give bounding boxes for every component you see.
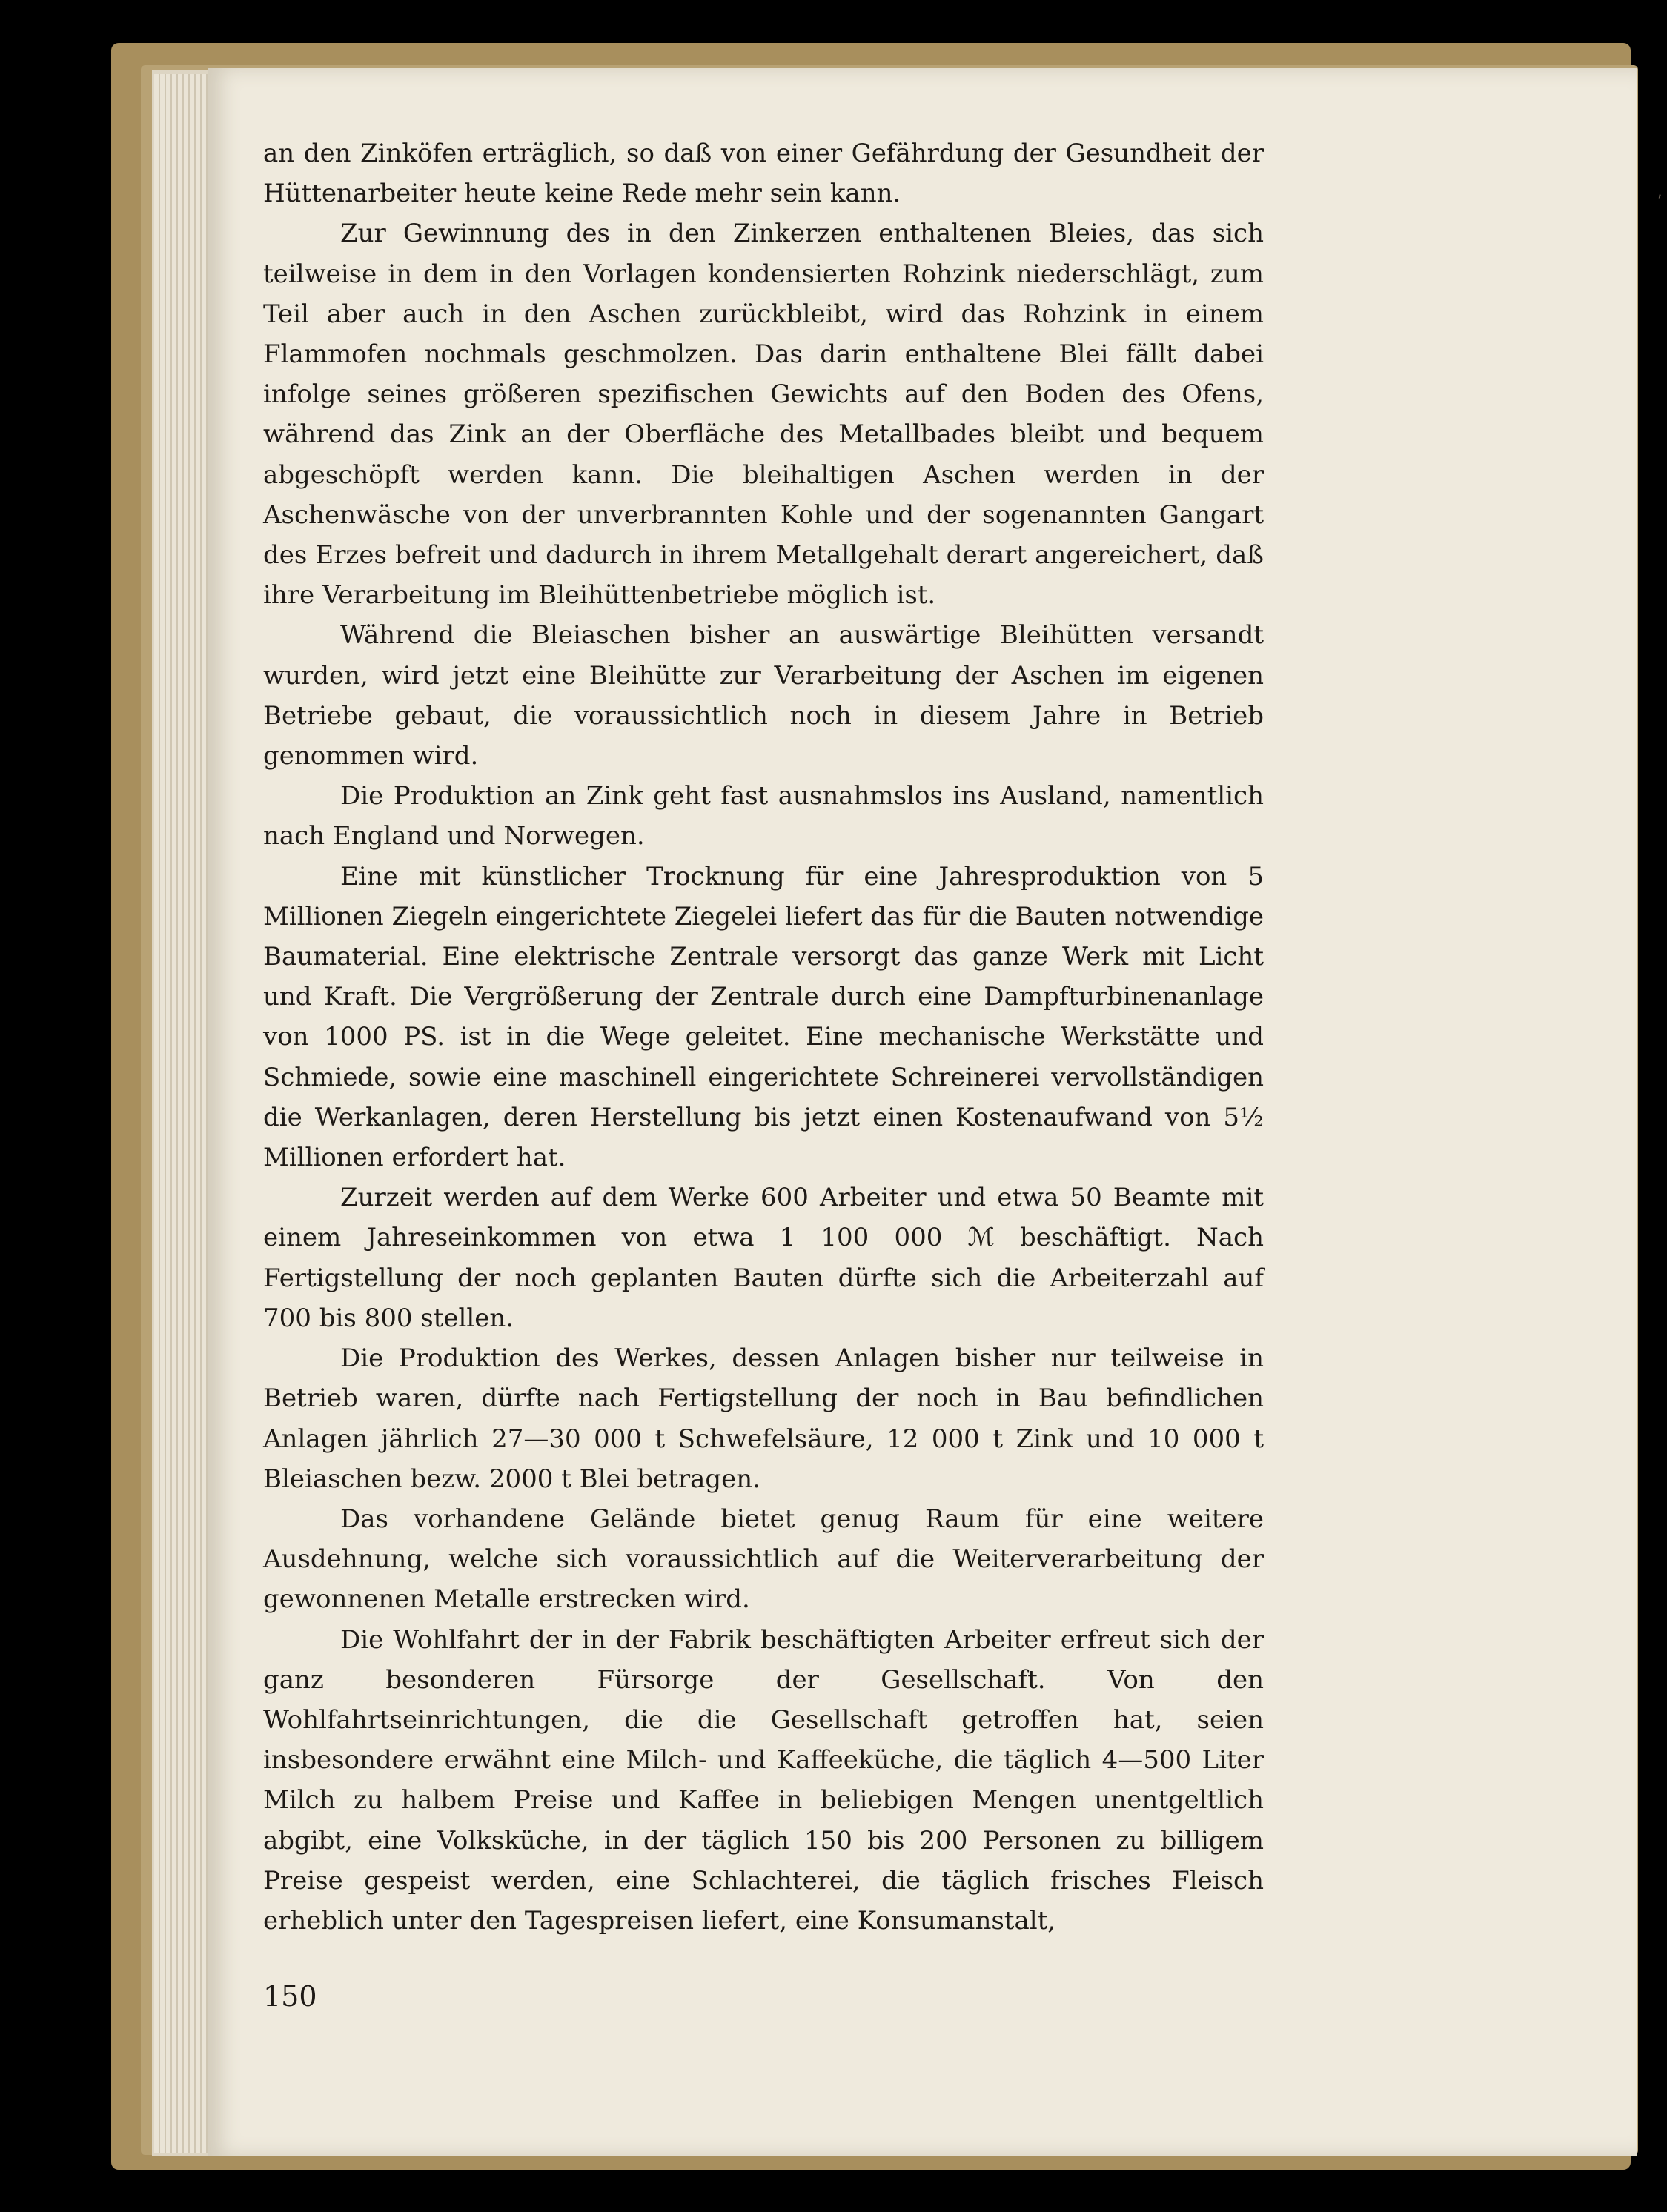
paragraph: Die Wohlfahrt der in der Fabrik beschäftigten Arbeiter erfreut sich der ganz besonderen Fürsorge der Gesellschaft. Von den Wohlfahrtseinrichtungen, die die Gesellschaft getroffen hat, seien insbesondere erwähnt eine Milch- und Kaffeeküche, die täglich 4—500 Liter Milch zu halbem Preise und Kaffee in beliebigen Mengen unentgeltlich abgibt, eine Volksküche, in der täglich 150 bis 200 Personen zu billigem Preise gespeist werden, eine Schlachterei, die täglich frisches Fleisch erheblich unter den Tagespreisen liefert, eine Konsumanstalt,	[263, 1624, 1264, 1936]
page-number: 150	[263, 1980, 317, 2013]
paragraph: Zur Gewinnung des in den Zinkerzen enthaltenen Bleies, das sich teilweise in dem in den Vorlagen kondensierten Rohzink niederschlägt, zum Teil aber auch in den Aschen zurückbleibt, wird das Rohzink in einem Flammofen nochmals geschmolzen. Das darin enthaltene Blei fällt dabei infolge seines größeren spezifischen Gewichts auf den Boden des Ofens, während das Zink an der Oberfläche des Metallbades bleibt und bequem abgeschöpft werden kann. Die bleihaltigen Aschen werden in der Aschenwäsche von der unverbrannten Kohle und der sogenannten Gangart des Erzes befreit und dadurch in ihrem Metallgehalt derart angereichert, daß ihre Verarbeitung im Bleihüttenbetriebe möglich ist.	[263, 219, 1264, 611]
paragraph: Das vorhandene Gelände bietet genug Raum für eine weitere Ausdehnung, welche sich voraussichtlich auf die Weiterverarbeitung der gewonnenen Metalle erstrecken wird.	[263, 1504, 1264, 1615]
paragraph: Zurzeit werden auf dem Werke 600 Arbeiter und etwa 50 Beamte mit einem Jahreseinkommen von etwa 1 100 000 ℳ beschäftigt. Nach Fertigstellung der noch geplanten Bauten dürfte sich die Arbeiterzahl auf 700 bis 800 stellen.	[263, 1183, 1264, 1333]
paragraph: Während die Bleiaschen bisher an auswärtige Bleihütten versandt wurden, wird jetzt eine Bleihütte zur Verarbeitung der Aschen im eigenen Betriebe gebaut, die voraussichtlich noch in diesem Jahre in Betrieb genommen wird.	[263, 620, 1264, 771]
margin-mark: ‚	[1657, 182, 1663, 200]
paragraph: Die Produktion an Zink geht fast ausnahmslos ins Ausland, namentlich nach England und Norwegen.	[263, 781, 1264, 851]
paragraph: Eine mit künstlicher Trocknung für eine Jahresproduktion von 5 Millionen Ziegeln eingerichtete Ziegelei liefert das für die Bauten notwendige Baumaterial. Eine elektrische Zentrale versorgt das ganze Werk mit Licht und Kraft. Die Vergrößerung der Zentrale durch eine Dampfturbinenanlage von 1000 PS. ist in die Wege geleitet. Eine mechanische Werkstätte und Schmiede, sowie eine maschinell eingerichtete Schreinerei vervollständigen die Werkanlagen, deren Herstellung bis jetzt einen Kostenaufwand von 5½ Millionen erfordert hat.	[263, 861, 1265, 1173]
page-edges	[154, 74, 213, 2153]
paragraph: an den Zinköfen erträglich, so daß von einer Gefährdung der Gesundheit der Hüttenarbeiter heute keine Rede mehr sein kann.	[263, 139, 1264, 209]
body-text	[263, 133, 1264, 1941]
paragraph: Die Produktion des Werkes, dessen Anlagen bisher nur teilweise in Betrieb waren, dürfte nach Fertigstellung der noch in Bau befindlichen Anlagen jährlich 27—30 000 t Schwefelsäure, 12 000 t Zink und 10 000 t Bleiaschen bezw. 2000 t Blei betragen.	[263, 1344, 1264, 1494]
